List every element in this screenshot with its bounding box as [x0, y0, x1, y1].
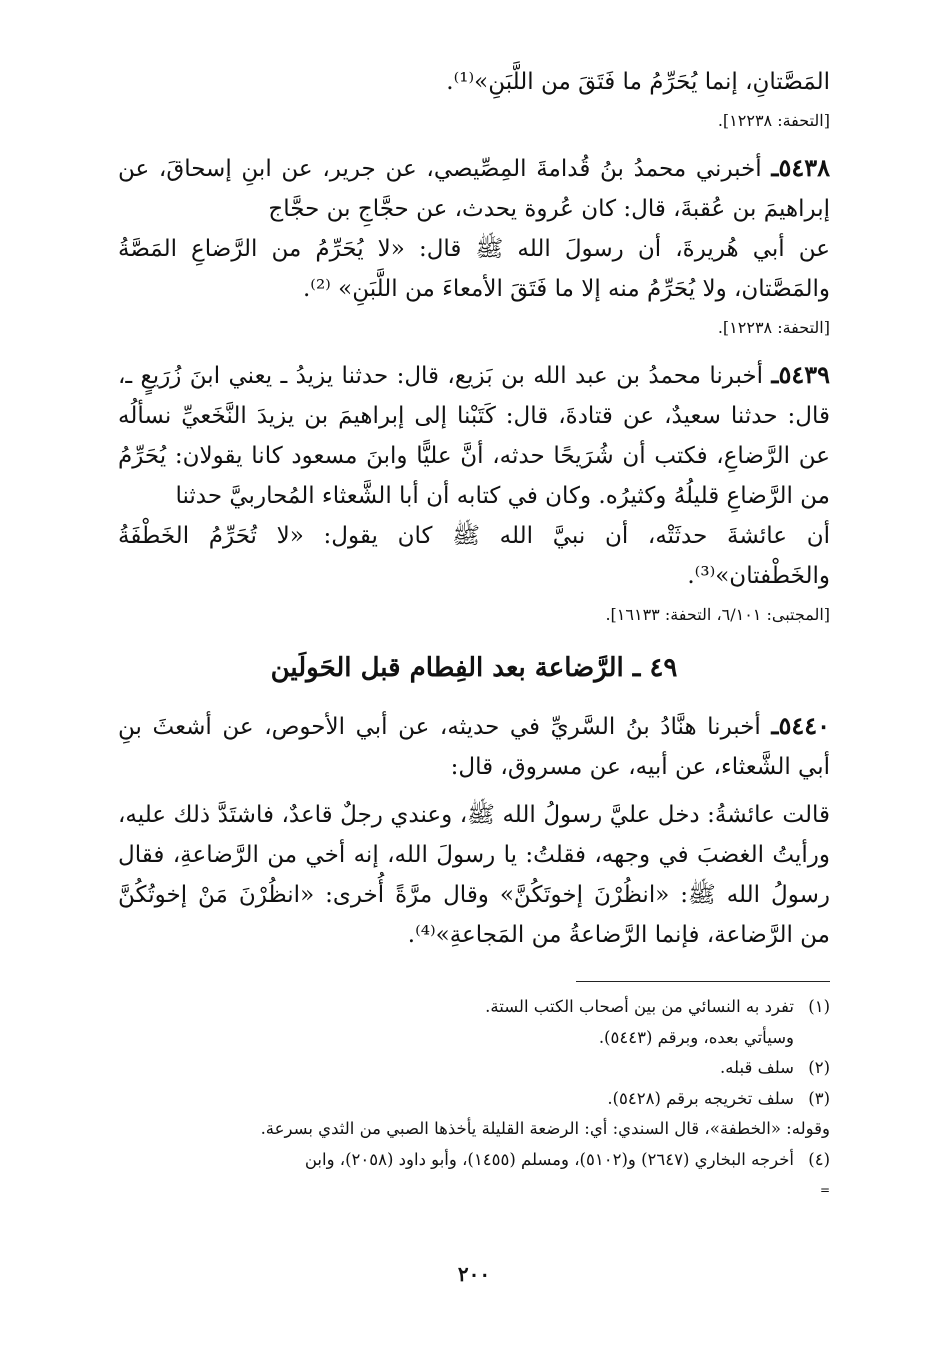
book-page: [118, 62, 830, 1206]
continued-text-line: المَصَّتانِ، إنما يُحَرِّمُ ما فَتَقَ من اللَّبَنِ»⁽¹⁾.: [446, 69, 830, 95]
hadith-5438-isnad: [118, 148, 830, 229]
footnote: [118, 1084, 830, 1115]
hadith-number: ٥٤٣٩ـ: [771, 360, 830, 389]
footnote-text: سلف تخريجه برقم (٥٤٢٨).: [607, 1088, 794, 1108]
source-reference: [المجتبى: ٦/١٠١، التحفة: ١٦١٣٣].: [605, 605, 830, 624]
footnotes: [118, 992, 830, 1206]
source-reference: [التحفة: ١٢٢٣٨].: [717, 318, 830, 337]
footnote: [118, 1114, 830, 1145]
footnote: [118, 1145, 830, 1176]
continuation-mark: =: [819, 1183, 830, 1197]
hadith-5440-isnad: [118, 706, 830, 787]
hadith-5439-matn: أن عائشةَ حدثَتْه، أن نبيَّ الله ﷺ كان يقول: «لا تُحَرِّمُ الخَطْفَةُ والخَطْفتان»⁽³⁾.: [118, 523, 830, 589]
hadith-number: ٥٤٣٨ـ: [771, 153, 830, 182]
hadith-5440-matn: قالت عائشةُ: دخل عليَّ رسولُ الله ﷺ، وعندي رجلٌ قاعدٌ، فاشتَدَّ ذلك عليه، ورأيتُ الغضبَ في وجهه، فقلتُ: يا رسولَ الله، إنه أخي من الرَّضاعةِ، فقال رسولُ الله ﷺ: «انظُرْنَ إخوتَكُنَّ» وقال مرَّةً أُخرى: «انظُرْنَ مَنْ إخوتُكُنَّ من الرَّضاعة، فإنما الرَّضاعةُ من المَجاعةِ»⁽⁴⁾.: [118, 802, 830, 948]
footnote-text: سلف قبله.: [719, 1058, 794, 1077]
hadith-5439-isnad: [118, 355, 830, 516]
footnote-text: وسيأتي بعده، وبرقم (٥٤٤٣).: [598, 1027, 794, 1047]
footnote: [118, 1053, 830, 1084]
isnad-text: أخبرني محمدُ بنُ قُدامةَ المِصِّيصي، عن جرير، عن ابنِ إسحاقَ، عن إبراهيمَ بن عُقبةَ، قال: كان عُروة يحدث، عن حجَّاجِ بن حجَّاج: [118, 156, 830, 222]
footnote-text: وقوله: «الخطفة»، قال السندي: أي: الرضعة القليلة يأخذها الصبي من الثدي بسرعة.: [260, 1119, 830, 1138]
page-number: ٢٠٠: [457, 1262, 491, 1286]
source-reference: [التحفة: ١٢٢٣٨].: [717, 111, 830, 130]
hadith-5438-matn: عن أبي هُريرةَ، أن رسولَ الله ﷺ قال: «لا يُحَرِّمُ من الرَّضاعِ المَصَّةُ والمَصَّتان، ولا يُحَرِّمُ منه إلا ما فَتَقَ الأمعاءَ من اللَّبَنِ» ⁽²⁾.: [118, 236, 830, 302]
footnote-number: (٣): [808, 1088, 830, 1108]
chapter-heading: ٤٩ ـ الرَّضاعة بعد الفِطام قبل الحَولَين: [270, 653, 678, 683]
footnote: [118, 1023, 830, 1054]
footnote-separator: [576, 981, 830, 982]
isnad-text: أخبرنا محمدُ بن عبد الله بن بَزيع، قال: حدثنا يزيدُ ـ يعني ابنَ زُرَيعٍ ـ، قال: حدثنا سعيدٌ، عن قتادةَ، قال: كَتَبْنا إلى إبراهيمَ بن يزيدَ النَّخَعيِّ نسألُه عن الرَّضاعِ، فكتب أن شُرَيحًا حدثه، أنَّ عليًّا وابنَ مسعود كانا يقولان: يُحَرِّمُ من الرَّضاعِ قليلُهُ وكثيرُه. وكان في كتابه أن أبا الشَّعثاء المُحاربيَّ حدثنا: [118, 363, 830, 509]
footnote: [118, 992, 830, 1023]
footnote-number: (٤): [808, 1149, 830, 1169]
footnote-text: تفرد به النسائي من بين أصحاب الكتب الستة.: [485, 997, 794, 1016]
footnote-text: أخرجه البخاري (٢٦٤٧) و(٥١٠٢)، ومسلم (١٤٥٥)، وأبو داود (٢٠٥٨)، وابن: [304, 1149, 794, 1169]
footnote-number: (٢): [808, 1058, 830, 1077]
hadith-number: ٥٤٤٠ـ: [771, 711, 830, 740]
isnad-text: أخبرنا هنَّادُ بنُ السَّريِّ في حديثه، عن أبي الأحوص، عن أشعثَ بنِ أبي الشَّعثاء، عن أبيه، عن مسروق، قال:: [118, 714, 830, 780]
footnote-number: (١): [808, 997, 830, 1016]
